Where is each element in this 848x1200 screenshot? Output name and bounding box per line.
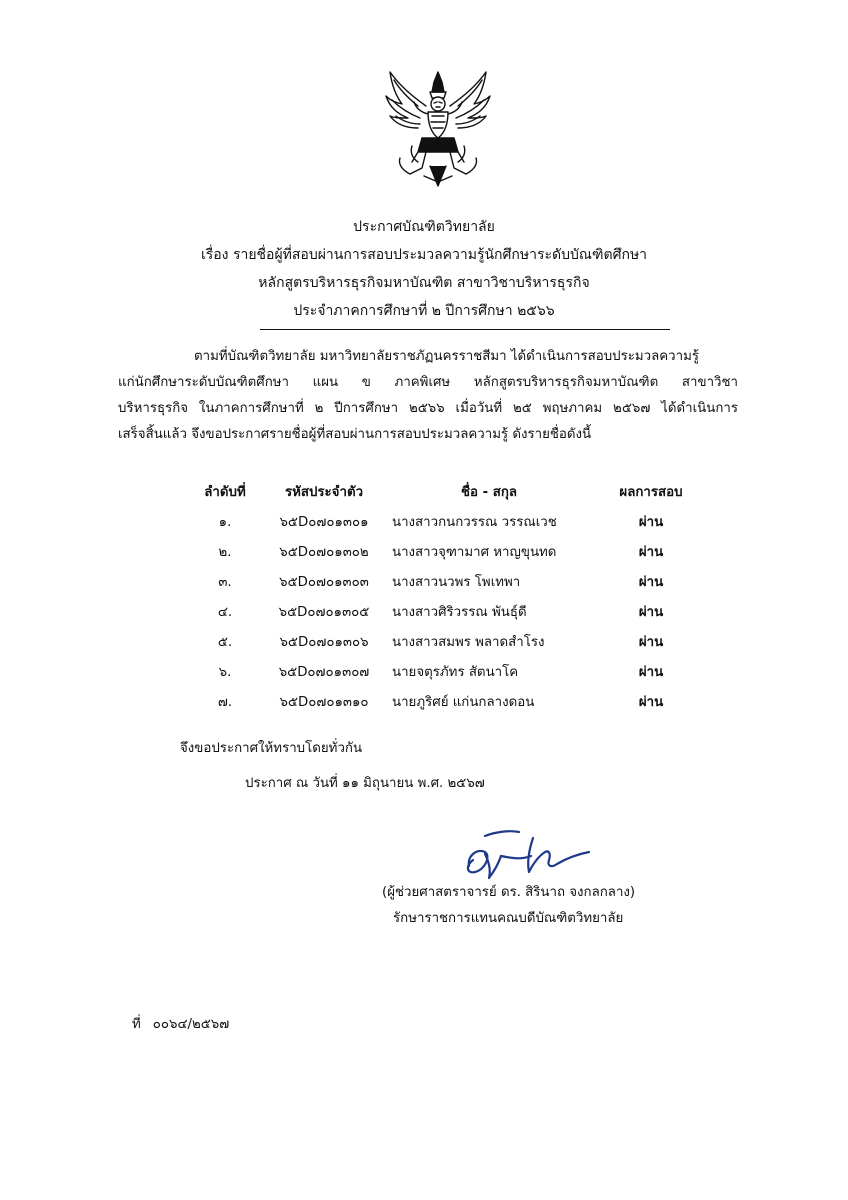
row-no: ๒. xyxy=(218,544,232,560)
row-student-id: ๖๕D๐๗๐๑๓๐๒ xyxy=(279,544,369,560)
table-row xyxy=(190,596,716,626)
row-no: ๑. xyxy=(218,514,232,530)
signer-name: (ผู้ช่วยศาสตราจารย์ ดร. สิรินาถ จงกลกลาง) xyxy=(382,885,636,900)
header-result: ผลการสอบ xyxy=(619,484,683,500)
row-no: ๗. xyxy=(217,694,233,710)
header-divider xyxy=(260,329,670,330)
body-line-3: บริหารธุรกิจ ในภาคการศึกษาที่ ๒ ปีการศึกษา ๒๕๖๖ เมื่อวันที่ ๒๕ พฤษภาคม ๒๕๖๗ ได้ดำเนินการ xyxy=(118,401,738,416)
table-header-row xyxy=(190,476,716,506)
header-student-id: รหัสประจำตัว xyxy=(284,484,364,500)
row-name: นางสาวนวพร โพเทพา xyxy=(392,574,521,590)
row-result: ผ่าน xyxy=(638,634,664,650)
body-line-2: แก่นักศึกษาระดับบัณฑิตศึกษา แผน ข ภาคพิเศษ หลักสูตรบริหารธุรกิจมหาบัณฑิต สาขาวิชา xyxy=(118,375,738,390)
row-name: นายภูริศย์ แก่นกลางดอน xyxy=(392,694,535,710)
row-student-id: ๖๕D๐๗๐๑๓๐๗ xyxy=(278,664,370,680)
row-result: ผ่าน xyxy=(638,574,664,590)
row-student-id: ๖๕D๐๗๐๑๓๐๕ xyxy=(278,604,370,620)
row-no: ๖. xyxy=(218,664,232,680)
closing-statement: จึงขอประกาศให้ทราบโดยทั่วกัน xyxy=(180,741,363,756)
announcement-subject: เรื่อง รายชื่อผู้ที่สอบผ่านการสอบประมวลความรู้นักศึกษาระดับบัณฑิตศึกษา xyxy=(200,247,648,263)
document-number xyxy=(132,1012,229,1038)
row-name: นางสาวกนกวรรณ วรรณเวช xyxy=(392,514,557,530)
results-table xyxy=(190,476,716,716)
document-number-label: ที่ xyxy=(132,1017,141,1032)
header-name: ชื่อ - สกุล xyxy=(460,484,518,500)
header-no: ลำดับที่ xyxy=(204,484,246,500)
table-row xyxy=(190,536,716,566)
garuda-emblem-icon xyxy=(382,66,494,190)
row-result: ผ่าน xyxy=(638,544,664,560)
signer-title: รักษาราชการแทนคณบดีบัณฑิตวิทยาลัย xyxy=(393,911,624,926)
table-row xyxy=(190,686,716,716)
row-result: ผ่าน xyxy=(638,694,664,710)
row-name: นางสาวศิริวรรณ พันธุ์ดี xyxy=(392,604,527,620)
row-no: ๓. xyxy=(218,574,232,590)
row-name: นางสาวจุฑามาศ หาญขุนทด xyxy=(392,544,557,560)
announcement-date: ประกาศ ณ วันที่ ๑๑ มิถุนายน พ.ศ. ๒๕๖๗ xyxy=(245,776,485,791)
row-student-id: ๖๕D๐๗๐๑๓๑๐ xyxy=(279,694,369,710)
row-name: นางสาวสมพร พลาดสำโรง xyxy=(392,634,545,650)
announcement-semester: ประจำภาคการศึกษาที่ ๒ ปีการศึกษา ๒๕๖๖ xyxy=(293,303,555,319)
body-line-1: ตามที่บัณฑิตวิทยาลัย มหาวิทยาลัยราชภัฏนครราชสีมา ได้ดำเนินการสอบประมวลความรู้ xyxy=(194,349,700,364)
row-student-id: ๖๕D๐๗๐๑๓๐๑ xyxy=(279,514,369,530)
body-line-4: เสร็จสิ้นแล้ว จึงขอประกาศรายชื่อผู้ที่สอบผ่านการสอบประมวลความรู้ ดังรายชื่อดังนี้ xyxy=(118,427,592,442)
announcement-body xyxy=(118,344,738,448)
row-result: ผ่าน xyxy=(638,604,664,620)
row-student-id: ๖๕D๐๗๐๑๓๐๖ xyxy=(279,634,369,650)
row-result: ผ่าน xyxy=(638,514,664,530)
table-row xyxy=(190,566,716,596)
table-row xyxy=(190,506,716,536)
row-result: ผ่าน xyxy=(638,664,664,680)
announcement-program: หลักสูตรบริหารธุรกิจมหาบัณฑิต สาขาวิชาบริหารธุรกิจ xyxy=(258,275,590,291)
document-number-value: ๐๐๖๔/๒๕๖๗ xyxy=(152,1017,230,1032)
signature-icon xyxy=(455,826,595,882)
announcement-issuer: ประกาศบัณฑิตวิทยาลัย xyxy=(353,219,495,235)
row-no: ๕. xyxy=(217,634,233,650)
table-row xyxy=(190,626,716,656)
row-student-id: ๖๕D๐๗๐๑๓๐๓ xyxy=(279,574,369,590)
row-name: นายจตุรภัทร สัตนาโค xyxy=(392,664,519,680)
row-no: ๔. xyxy=(217,604,233,620)
table-row xyxy=(190,656,716,686)
